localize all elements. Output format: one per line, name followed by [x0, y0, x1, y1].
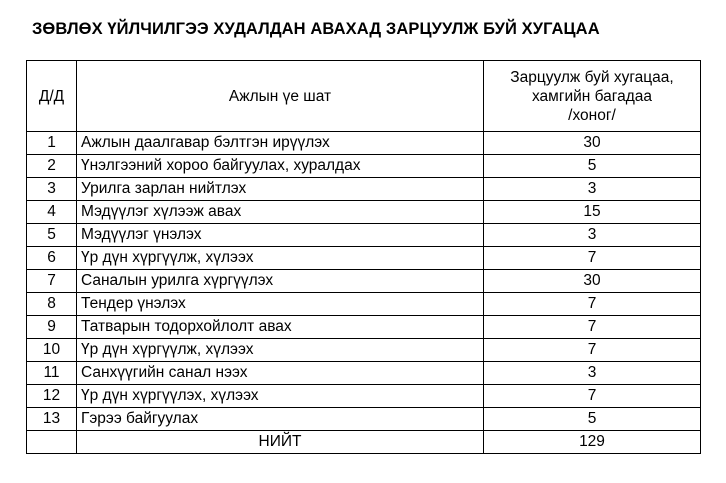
- row-stage: Үнэлгээний хороо байгуулах, хуралдах: [77, 155, 484, 178]
- row-days: 3: [484, 362, 701, 385]
- row-no: 13: [27, 408, 77, 431]
- header-days-line2: хамгийн багадаа: [531, 87, 653, 105]
- row-days: 5: [484, 155, 701, 178]
- row-stage: Үр дүн хүргүүлж, хүлээх: [77, 247, 484, 270]
- document-title: ЗӨВЛӨХ ҮЙЛЧИЛГЭЭ ХУДАЛДАН АВАХАД ЗАРЦУУЛЖ БУЙ ХУГАЦАА: [32, 20, 600, 38]
- row-stage: Санхүүгийн санал нээх: [77, 362, 484, 385]
- table-header: [27, 61, 701, 132]
- row-days: 7: [484, 247, 701, 270]
- total-label: НИЙТ: [77, 431, 484, 454]
- row-no: 1: [27, 132, 77, 155]
- row-no: 9: [27, 316, 77, 339]
- row-days: 7: [484, 339, 701, 362]
- total-days: 129: [484, 431, 701, 454]
- row-days: 30: [484, 270, 701, 293]
- header-days-line3: /хоног/: [568, 106, 616, 124]
- table-row: [27, 385, 701, 408]
- table-row: [27, 201, 701, 224]
- table-row: [27, 293, 701, 316]
- row-days: 7: [484, 293, 701, 316]
- row-days: 3: [484, 224, 701, 247]
- row-stage: Үр дүн хүргүүлэх, хүлээх: [77, 385, 484, 408]
- row-stage: Ажлын даалгавар бэлтгэн ирүүлэх: [77, 132, 484, 155]
- total-row: [27, 431, 701, 454]
- row-stage: Мэдүүлэг хүлээж авах: [77, 201, 484, 224]
- row-no: 12: [27, 385, 77, 408]
- row-no: 8: [27, 293, 77, 316]
- header-stage: Ажлын үе шат: [77, 61, 484, 132]
- row-days: 30: [484, 132, 701, 155]
- table-row: [27, 178, 701, 201]
- row-stage: Татварын тодорхойлолт авах: [77, 316, 484, 339]
- row-stage: Мэдүүлэг үнэлэх: [77, 224, 484, 247]
- table-row: [27, 247, 701, 270]
- total-no-empty: [27, 431, 77, 454]
- row-no: 5: [27, 224, 77, 247]
- row-days: 7: [484, 385, 701, 408]
- table-body: [27, 132, 701, 454]
- row-stage: Гэрээ байгуулах: [77, 408, 484, 431]
- table-row: [27, 339, 701, 362]
- row-stage: Урилга зарлан нийтлэх: [77, 178, 484, 201]
- row-stage: Үр дүн хүргүүлж, хүлээх: [77, 339, 484, 362]
- row-stage: Тендер үнэлэх: [77, 293, 484, 316]
- row-stage: Саналын урилга хүргүүлэх: [77, 270, 484, 293]
- row-no: 11: [27, 362, 77, 385]
- header-days: [484, 61, 701, 132]
- row-no: 6: [27, 247, 77, 270]
- row-no: 4: [27, 201, 77, 224]
- row-no: 7: [27, 270, 77, 293]
- table-row: [27, 132, 701, 155]
- table-row: [27, 155, 701, 178]
- table-row: [27, 408, 701, 431]
- table-row: [27, 362, 701, 385]
- row-days: 3: [484, 178, 701, 201]
- table-row: [27, 224, 701, 247]
- row-days: 7: [484, 316, 701, 339]
- row-days: 5: [484, 408, 701, 431]
- row-no: 2: [27, 155, 77, 178]
- table-row: [27, 316, 701, 339]
- row-days: 15: [484, 201, 701, 224]
- table-row: [27, 270, 701, 293]
- header-row: [27, 61, 701, 132]
- header-days-line1: Зарцуулж буй хугацаа,: [510, 68, 674, 86]
- procurement-schedule-table: [26, 60, 701, 454]
- row-no: 10: [27, 339, 77, 362]
- row-no: 3: [27, 178, 77, 201]
- header-no: Д/Д: [27, 61, 77, 132]
